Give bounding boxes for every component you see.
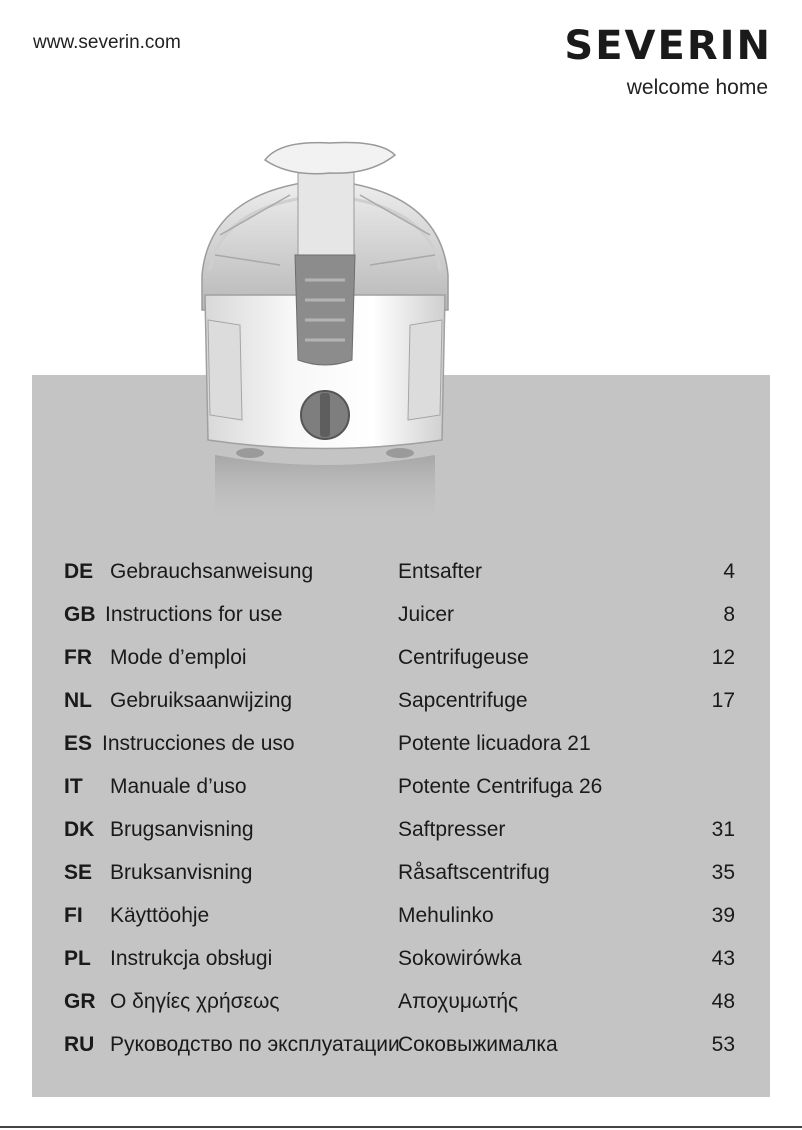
language-code: ES [64, 732, 93, 755]
product-name: Соковыжималка [398, 1033, 558, 1056]
toc-row-de[interactable] [0, 560, 802, 590]
toc-row-pl[interactable] [0, 947, 802, 977]
toc-row-es[interactable] [0, 732, 802, 762]
toc-row-dk[interactable] [0, 818, 802, 848]
manual-title: Manuale d’uso [110, 775, 247, 798]
manual-title: Руководство по эксплуатации [110, 1033, 400, 1056]
toc-row-ru[interactable] [0, 1033, 802, 1063]
product-name: Potente Centrifuga 26 [398, 775, 603, 798]
language-code: SE [64, 861, 93, 884]
manual-title: Gebruiksaanwijzing [110, 689, 293, 712]
language-code: IT [64, 775, 83, 798]
language-code: FI [64, 904, 83, 927]
page-number: 48 [711, 990, 735, 1013]
toc-row-it[interactable] [0, 775, 802, 805]
language-code: GR [64, 990, 96, 1013]
toc-row-gb[interactable] [0, 603, 802, 633]
product-name: Råsaftscentrifug [398, 861, 550, 884]
manual-title: Käyttöohje [110, 904, 210, 927]
manual-title: Bruksanvisning [110, 861, 253, 884]
bottom-divider [0, 1126, 802, 1128]
manual-title: Ο δηγίες χρήσεως [110, 990, 280, 1013]
page-number: 4 [723, 560, 735, 583]
page-number: 43 [711, 947, 735, 970]
product-name: Juicer [398, 603, 455, 626]
page-number: 53 [711, 1033, 735, 1056]
manual-title: Instrukcja obsługi [110, 947, 273, 970]
language-code: NL [64, 689, 92, 712]
page-number: 35 [711, 861, 735, 884]
product-name: Sokowirówka [398, 947, 522, 970]
toc-row-gr[interactable] [0, 990, 802, 1020]
page-number: 12 [711, 646, 735, 669]
toc-row-fr[interactable] [0, 646, 802, 676]
language-code: DK [64, 818, 95, 841]
language-code: FR [64, 646, 92, 669]
page-number: 8 [723, 603, 735, 626]
language-code: PL [64, 947, 91, 970]
toc-row-fi[interactable] [0, 904, 802, 934]
manual-title: Brugsanvisning [110, 818, 254, 841]
website-url[interactable]: www.severin.com [33, 32, 181, 53]
page-number: 17 [711, 689, 735, 712]
language-code: GB [64, 603, 96, 626]
brand-tagline: welcome home [626, 76, 768, 99]
product-name: Potente licuadora 21 [398, 732, 591, 755]
product-name: Αποχυμωτής [398, 990, 519, 1013]
product-name: Mehulinko [398, 904, 494, 927]
language-code: RU [64, 1033, 95, 1056]
manual-title: Instructions for use [105, 603, 283, 626]
language-code: DE [64, 560, 94, 583]
manual-title: Gebrauchsanweisung [110, 560, 314, 583]
brand-logo: SEVERIN [564, 23, 772, 69]
product-name: Sapcentrifuge [398, 689, 528, 712]
page-number: 31 [711, 818, 735, 841]
product-name: Entsafter [398, 560, 483, 583]
toc-row-se[interactable] [0, 861, 802, 891]
toc-row-nl[interactable] [0, 689, 802, 719]
product-name: Centrifugeuse [398, 646, 529, 669]
page-number: 39 [711, 904, 735, 927]
juicer-image [180, 135, 470, 530]
manual-title: Mode d’emploi [110, 646, 247, 669]
manual-title: Instrucciones de uso [102, 732, 295, 755]
product-name: Saftpresser [398, 818, 506, 841]
